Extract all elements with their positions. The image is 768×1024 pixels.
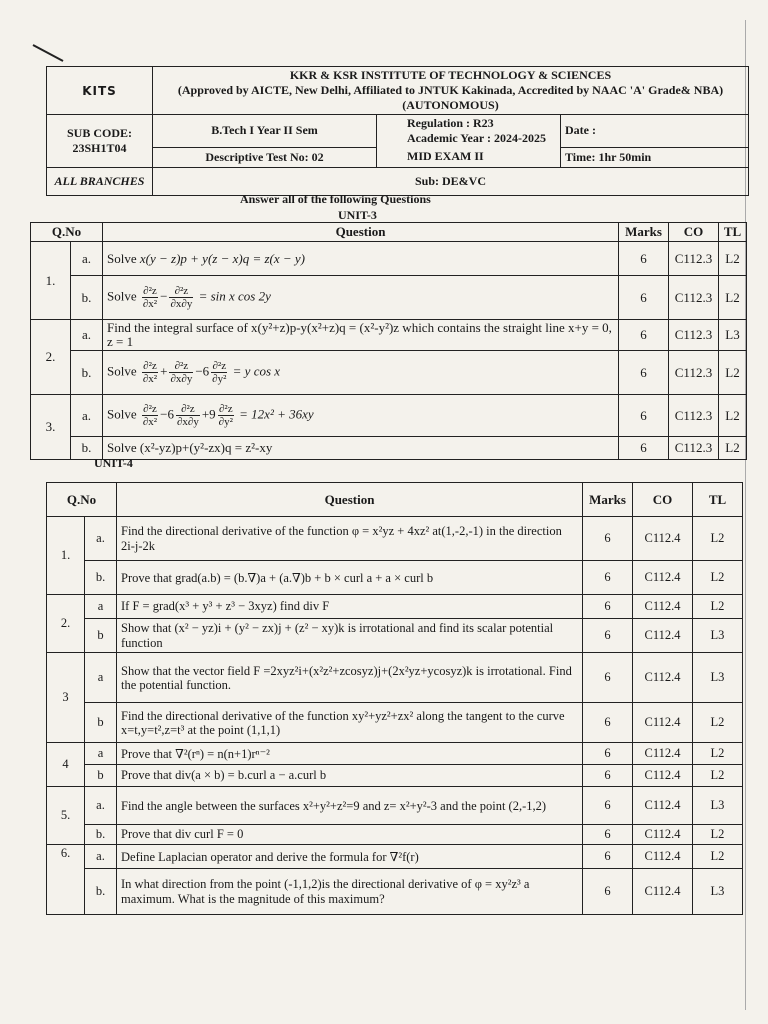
question-text: In what direction from the point (-1,1,2)is the directional derivative of φ = xy²z³ a maximum. What is the magnitude of this maximum? (117, 869, 583, 915)
table-row: 5. a. Find the angle between the surfaces x²+y²+z²=9 and z= x²+y²-3 and the point (2,-1,2) 6 C112.4 L3 (47, 787, 743, 825)
table-row: 6. a. Define Laplacian operator and derive the formula for ∇²f(r) 6 C112.4 L2 (47, 845, 743, 869)
exam-header (46, 66, 749, 196)
question-text: Solve (x²-yz)p+(y²-zx)q = z²-xy (103, 437, 619, 460)
table-row: b. Solve (x²-yz)p+(y²-zx)q = z²-xy 6 C112.3 L2 (31, 437, 747, 460)
pen-mark (33, 44, 64, 62)
col-qno: Q.No (47, 483, 117, 517)
table-row: 4 a Prove that ∇²(rⁿ) = n(n+1)rⁿ⁻² 6 C112.4 L2 (47, 743, 743, 765)
institute-name: KKR & KSR INSTITUTE OF TECHNOLOGY & SCIENCES (289, 68, 612, 82)
autonomous-line: (AUTONOMOUS) (402, 98, 499, 112)
regulation: Regulation : R23 Academic Year : 2024-2025 (377, 115, 561, 148)
instructions: Answer all of the following Questions (240, 192, 431, 206)
unit3-title: UNIT-3 (338, 208, 377, 222)
subject: Sub: DE&VC (153, 167, 749, 195)
question-text: Prove that div curl F = 0 (117, 825, 583, 845)
table-row: 1. a. Find the directional derivative of the function φ = x²yz + 4xz² at(1,-2,-1) in the direction 2i-j-2k 6 C112.4 L2 (47, 517, 743, 561)
col-tl: TL (719, 223, 747, 242)
question-text: Define Laplacian operator and derive the formula for ∇²f(r) (117, 845, 583, 869)
question-text: Prove that grad(a.b) = (b.∇)a + (a.∇)b + b × curl a + a × curl b (117, 561, 583, 595)
col-co: CO (669, 223, 719, 242)
table-row: b Prove that div(a × b) = b.curl a − a.curl b 6 C112.4 L2 (47, 765, 743, 787)
table-row: b Show that (x² − yz)i + (y² − zx)j + (z² − xy)k is irrotational and find its scalar potential function 6 C112.4 L3 (47, 619, 743, 653)
question-text: Solve $\frac{\text{∂²z}}{\text{∂x²}}$ + $\frac{\text{∂²z}}{\partial x\partial y}$ −6 $\frac{\text{∂²z}}{\text{∂y²}}$ = y cos x (103, 351, 619, 395)
col-question: Question (117, 483, 583, 517)
time: Time: 1hr 50min (561, 147, 749, 167)
table-row: b. Solve $\frac{\text{∂²z}}{\text{∂x²}}$ + $\frac{\text{∂²z}}{\partial x\partial y}$ −6 $\frac{\text{∂²z}}{\text{∂y²}}$ = y cos x 6 C112.3 L2 (31, 351, 747, 395)
question-text: Solve $\frac{\text{∂²z}}{\text{∂x²}}$ − $\frac{\text{∂²z}}{\partial x\partial y}$ = sin x cos 2y (103, 276, 619, 320)
institute-block (153, 67, 749, 115)
table-row: b. In what direction from the point (-1,1,2)is the directional derivative of φ = xy²z³ a maximum. What is the magnitude of this maximum? 6 C112.4 L3 (47, 869, 743, 915)
table-row: 3 a Show that the vector field F =2xyz²i+(x²z²+zcosyz)j+(2x²yz+ycosyz)k is irrotational. Find the potential function. 6 C112.4 L3 (47, 653, 743, 703)
col-marks: Marks (583, 483, 633, 517)
col-question: Question (103, 223, 619, 242)
table-row: 1. a. Solve x(y − z)p + y(z − x)q = z(x − y) 6 C112.3 L2 (31, 242, 747, 276)
col-marks: Marks (619, 223, 669, 242)
unit4-table (46, 482, 743, 915)
question-text: Find the integral surface of x(y²+z)p-y(x²+z)q = (x²-y²)z which contains the straight line x+y = 0, z = 1 (103, 320, 619, 351)
table-row: b Find the directional derivative of the function xy²+yz²+zx² along the tangent to the curve x=t,y=t²,z=t³ at the point (1,1,1) 6 C112.4 L2 (47, 703, 743, 743)
table-row: b. Prove that div curl F = 0 6 C112.4 L2 (47, 825, 743, 845)
table-row: 2. a If F = grad(x³ + y³ + z³ − 3xyz) find div F 6 C112.4 L2 (47, 595, 743, 619)
question-text: Show that the vector field F =2xyz²i+(x²z²+zcosyz)j+(2x²yz+ycosyz)k is irrotational. Find the potential function. (117, 653, 583, 703)
question-text: Find the directional derivative of the function φ = x²yz + 4xz² at(1,-2,-1) in the direction 2i-j-2k (117, 517, 583, 561)
unit4-title: UNIT-4 (94, 456, 133, 470)
table-row: b. Solve $\frac{\text{∂²z}}{\text{∂x²}}$ − $\frac{\text{∂²z}}{\partial x\partial y}$ = sin x cos 2y 6 C112.3 L2 (31, 276, 747, 320)
question-text: Prove that div(a × b) = b.curl a − a.curl b (117, 765, 583, 787)
col-qno: Q.No (31, 223, 103, 242)
table-row: 3. a. Solve $\frac{\text{∂²z}}{\text{∂x²}}$ −6 $\frac{\text{∂²z}}{\partial x\partial y}$ +9 $\frac{\text{∂²z}}{\text{∂y²}}$ = 12x² + 36xy 6 C112.3 L2 (31, 395, 747, 437)
table-row: b. Prove that grad(a.b) = (b.∇)a + (a.∇)b + b × curl a + a × curl b 6 C112.4 L2 (47, 561, 743, 595)
col-co: CO (633, 483, 693, 517)
question-text: Show that (x² − yz)i + (y² − zx)j + (z² − xy)k is irrotational and find its scalar potential function (117, 619, 583, 653)
unit3-table (30, 222, 747, 460)
sub-code-cell: SUB CODE: 23SH1T04 (47, 115, 153, 168)
approval-line: (Approved by AICTE, New Delhi, Affiliated to JNTUK Kakinada, Accredited by NAAC 'A' Grade& NBA) (177, 83, 724, 97)
exam-name: MID EXAM II (377, 147, 561, 167)
kits-logo: KITS (47, 67, 153, 115)
question-text: Solve $\frac{\text{∂²z}}{\text{∂x²}}$ −6 $\frac{\text{∂²z}}{\partial x\partial y}$ +9 $\frac{\text{∂²z}}{\text{∂y²}}$ = 12x² + 36xy (103, 395, 619, 437)
question-text: Solve x(y − z)p + y(z − x)q = z(x − y) (103, 242, 619, 276)
date-field: Date : (561, 115, 749, 148)
academic-year: Academic Year : 2024-2025 (407, 131, 546, 145)
question-text: Prove that ∇²(rⁿ) = n(n+1)rⁿ⁻² (117, 743, 583, 765)
program: B.Tech I Year II Sem (153, 115, 377, 148)
branches: ALL BRANCHES (47, 167, 153, 195)
col-tl: TL (693, 483, 743, 517)
sub-code: 23SH1T04 (72, 140, 127, 155)
question-text: Find the directional derivative of the function xy²+yz²+zx² along the tangent to the curve x=t,y=t²,z=t³ at the point (1,1,1) (117, 703, 583, 743)
question-text: Find the angle between the surfaces x²+y²+z²=9 and z= x²+y²-3 and the point (2,-1,2) (117, 787, 583, 825)
table-row: 2. a. Find the integral surface of x(y²+z)p-y(x²+z)q = (x²-y²)z which contains the straight line x+y = 0, z = 1 6 C112.3 L3 (31, 320, 747, 351)
question-text: If F = grad(x³ + y³ + z³ − 3xyz) find div F (117, 595, 583, 619)
test-number: Descriptive Test No: 02 (153, 147, 377, 167)
